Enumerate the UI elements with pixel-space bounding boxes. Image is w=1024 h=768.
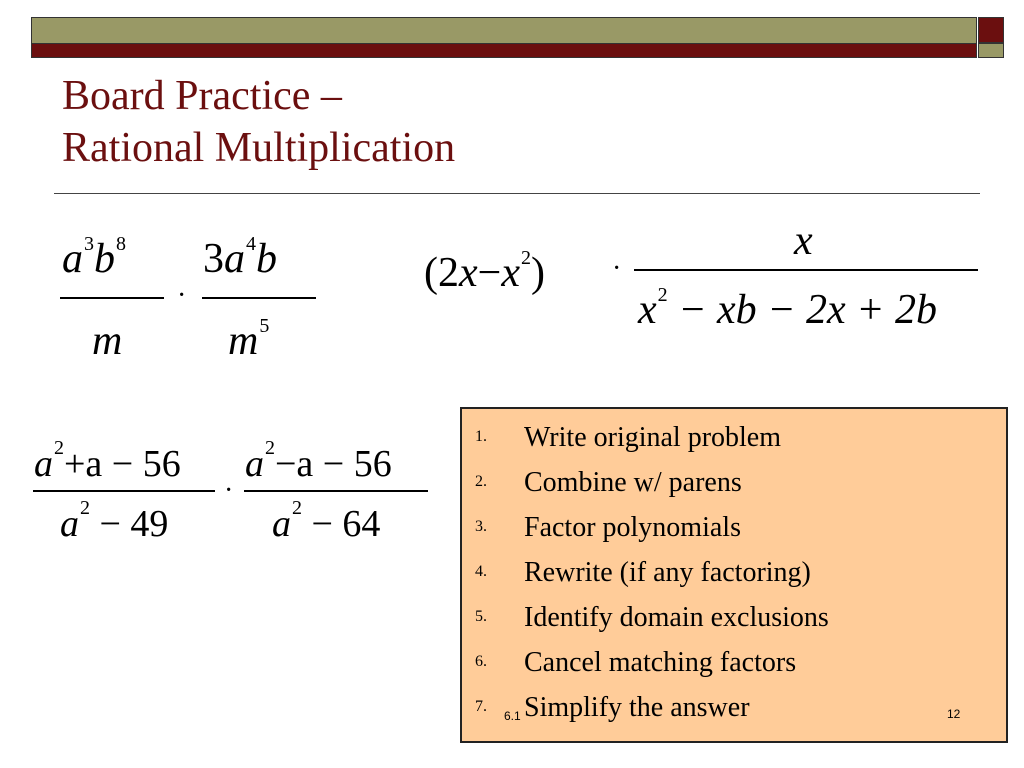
p1-exp-4: 4 (246, 233, 256, 255)
p3-multiply-dot: · (224, 475, 234, 506)
step-text: Factor polynomials (524, 512, 741, 543)
p3-num1-a: a (34, 443, 53, 485)
step-text: Write original problem (524, 422, 782, 453)
p1-var-m: m (228, 318, 259, 364)
step-text: Rewrite (if any factoring) (524, 557, 811, 588)
p3-den2-rest: − 64 (311, 503, 381, 545)
step-item (462, 464, 1006, 504)
step-text: Identify domain exclusions (524, 602, 829, 633)
step-item (462, 644, 1006, 684)
title-line-1: Board Practice – (62, 73, 342, 119)
p1-left-fraction-bar (60, 297, 164, 299)
p3-den1-a: a (60, 503, 79, 545)
step-number: 7. (475, 698, 487, 715)
step-number: 1. (475, 428, 487, 445)
header-bar-maroon (31, 43, 977, 58)
step-item (462, 419, 1006, 459)
p2-open-2: (2 (424, 250, 459, 296)
steps-box (460, 407, 1008, 743)
p1-right-numerator (203, 233, 277, 282)
title-line-2: Rational Multiplication (62, 125, 456, 171)
p3-left-numerator (34, 437, 181, 485)
step-text: Simplify the answer (524, 692, 750, 723)
p3-right-numerator (245, 437, 392, 485)
step-item (462, 509, 1006, 549)
step-text: Cancel matching factors (524, 647, 797, 678)
p3-den2-exp: 2 (292, 497, 302, 519)
p1-exp-3: 3 (84, 233, 94, 255)
p1-var-a2: a (224, 236, 245, 282)
step-number: 4. (475, 563, 487, 580)
p1-exp-8: 8 (116, 233, 126, 255)
p3-num1-rest: +a − 56 (64, 443, 181, 485)
footer-section-number: 6.1 (504, 709, 521, 723)
header-bar-olive (31, 17, 977, 45)
p2-den-x: x (638, 287, 657, 333)
p3-left-fraction-bar (33, 490, 215, 492)
p2-lead-factor (424, 247, 545, 296)
p3-den2-a: a (272, 503, 291, 545)
p2-var-x: x (459, 250, 478, 296)
p3-right-fraction-bar (244, 490, 428, 492)
p3-right-denominator (272, 497, 381, 545)
p3-left-denominator (60, 497, 169, 545)
corner-square-maroon (978, 17, 1004, 43)
p2-numerator: x (794, 218, 813, 264)
p1-var-a: a (62, 236, 83, 282)
slide-title (62, 70, 455, 174)
p1-left-numerator (62, 233, 126, 282)
step-number: 6. (475, 653, 487, 670)
p1-var-b: b (94, 236, 115, 282)
p2-var-x2: x (501, 250, 520, 296)
p3-num2-a: a (245, 443, 264, 485)
p1-var-b2: b (256, 236, 277, 282)
p2-multiply-dot: · (612, 253, 622, 284)
p2-den-exp-2: 2 (657, 284, 668, 306)
title-divider (54, 193, 980, 194)
footer-page-number: 12 (947, 707, 961, 721)
p2-close-paren: ) (531, 250, 545, 296)
p1-coef-3: 3 (203, 236, 224, 282)
p1-right-denominator (228, 315, 270, 364)
step-text: Combine w/ parens (524, 467, 742, 498)
p3-num1-exp: 2 (54, 437, 64, 459)
step-number: 5. (475, 608, 487, 625)
step-item (462, 554, 1006, 594)
p1-right-fraction-bar (202, 297, 316, 299)
step-item (462, 599, 1006, 639)
p2-den-rest: − xb − 2x + 2b (678, 287, 937, 333)
step-number: 2. (475, 473, 487, 490)
p1-left-denominator: m (92, 318, 123, 364)
corner-square-olive (978, 43, 1004, 58)
p2-exp-2: 2 (521, 247, 531, 269)
p3-den1-rest: − 49 (99, 503, 169, 545)
p3-num2-exp: 2 (265, 437, 275, 459)
p3-num2-rest: −a − 56 (275, 443, 392, 485)
step-item (462, 689, 1006, 729)
p3-den1-exp: 2 (80, 497, 90, 519)
p2-denominator (638, 284, 937, 333)
step-number: 3. (475, 518, 487, 535)
p2-fraction-bar (634, 269, 978, 271)
p1-exp-5: 5 (259, 315, 270, 337)
p2-minus: − (477, 250, 502, 296)
p1-multiply-dot: · (177, 280, 187, 311)
